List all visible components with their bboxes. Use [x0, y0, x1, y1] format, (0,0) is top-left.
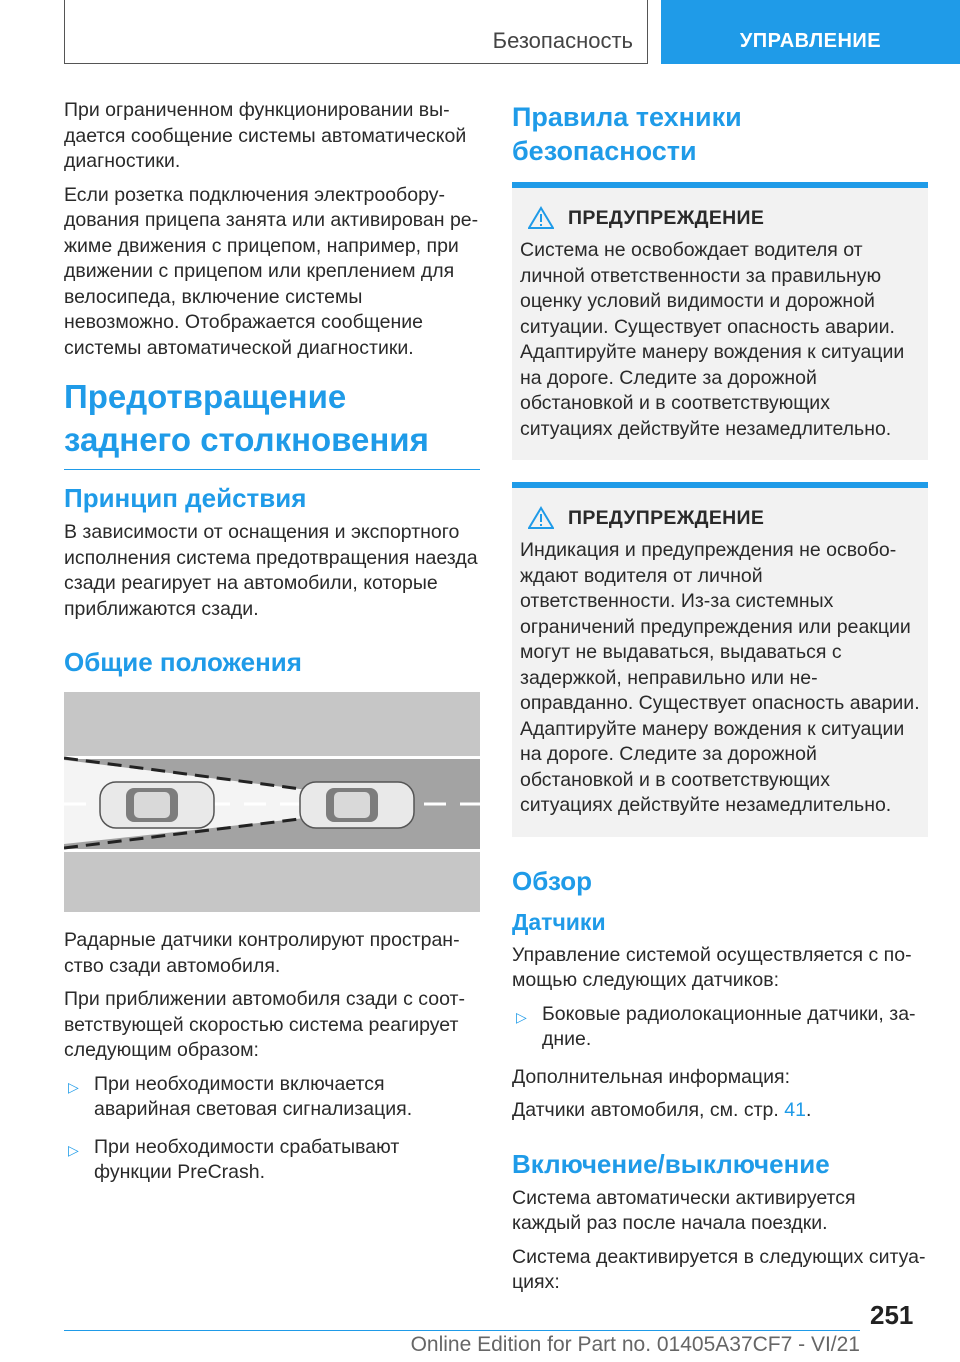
footer-edition: Online Edition for Part no. 01405A37CF7 - VI/21 [410, 1333, 860, 1356]
list-item: ▷ При необходимости срабатывают функции PreCrash. [68, 1135, 400, 1183]
left-column [64, 98, 480, 1198]
heading-principle: Принцип действия [64, 483, 307, 513]
paragraph-trailer-socket: Если розетка подключения электрооборудования прицепа занята или активирован режиме движения с прицепом, например, при движении с прицепом или креплением для велосипеда, включение системы невозможно. Отображается сообщение системы автоматической диагностики. [64, 183, 479, 359]
header-chapter-tab [661, 0, 960, 64]
rear-car [100, 782, 214, 828]
front-car [300, 782, 414, 828]
heading-overview: Обзор [512, 865, 592, 896]
list-item: ▷ При необходимости включается аварийная световая сигнализация. [68, 1072, 413, 1120]
warning-title: ПРЕДУПРЕЖДЕНИЕ [568, 206, 765, 229]
reaction-list [64, 1072, 480, 1186]
sensor-list [512, 1002, 928, 1053]
list-item: ▷ Боковые радиолокационные датчики, задние. [516, 1002, 916, 1050]
header-section-box [64, 0, 648, 64]
right-column [512, 98, 928, 1304]
heading-on-off: Включение/выключение [512, 1148, 830, 1179]
paragraph-principle: В зависимости от оснащения и экспортного исполнения система предотвращения наезда сзади реагирует на автомобили, которые приближаются сзади. [64, 521, 478, 620]
warning-title: ПРЕДУПРЕЖДЕНИЕ [568, 506, 765, 529]
triangle-bullet-icon: ▷ [68, 1141, 79, 1158]
footer-line [64, 1330, 860, 1356]
triangle-bullet-icon: ▷ [516, 1008, 527, 1025]
warning-text: Система не освобождает водителя от личной ответственности за правильную оценку условий видимости и дорожной ситуации. Существует опасность аварии. Адаптируйте манеру вождения к ситуации на дороге. Следите за дорожной обстановкой и в соответствующих ситуациях действуйте незамедлительно. [520, 239, 905, 440]
triangle-bullet-icon: ▷ [68, 1078, 79, 1095]
page-number: 251 [870, 1300, 914, 1330]
heading-sensors: Датчики [512, 908, 606, 935]
warning-triangle-icon [528, 506, 554, 530]
rear-collision-illustration [64, 692, 480, 912]
heading-general: Общие положения [64, 647, 302, 677]
heading-safety-rules: Правила техники безопасности [512, 102, 742, 166]
page-reference-link[interactable]: 41 [784, 1099, 806, 1121]
paragraph-approach: При приближении автомобиля сзади с соответствующей скоростью система реагирует следующим образом: [64, 988, 465, 1061]
warning-box-1 [512, 182, 928, 460]
heading-rear-collision: Предотвращение заднего столкновения [64, 375, 480, 470]
paragraph-radar: Радарные датчики контролируют пространство сзади автомобиля. [64, 929, 460, 977]
paragraph-more-info: Дополнительная информация: [512, 1065, 791, 1088]
paragraph-activation: Система автоматически активируется каждый раз после начала поездки. [512, 1186, 856, 1234]
warning-box-2 [512, 482, 928, 837]
road-cars-illustration [64, 692, 480, 912]
paragraph-deactivation: Система деактивируется в следующих ситуациях: [512, 1245, 926, 1293]
warning-triangle-icon [528, 206, 554, 230]
paragraph-limited-function: При ограниченном функционировании выдается сообщение системы автоматической диагностики. [64, 99, 467, 172]
header-section-label: Безопасность [492, 28, 633, 53]
paragraph-reference: Датчики автомобиля, см. стр. 41. [512, 1099, 812, 1121]
warning-text: Индикация и предупреждения не освобождают водителя от личной ответственности. Из-за системных ограничений предупреждения или реакции могут не выдаваться, выдаваться с задержкой, неправильно или неоправданно. Существует опасность аварии. Адаптируйте манеру вождения к ситуации на дороге. Следите за дорожной обстановкой и в соответствующих ситуациях действуйте незамедлительно. [520, 539, 920, 816]
paragraph-sensors: Управление системой осуществляется с помощью следующих датчиков: [512, 943, 912, 991]
header-chapter-label: УПРАВЛЕНИЕ [739, 30, 882, 52]
